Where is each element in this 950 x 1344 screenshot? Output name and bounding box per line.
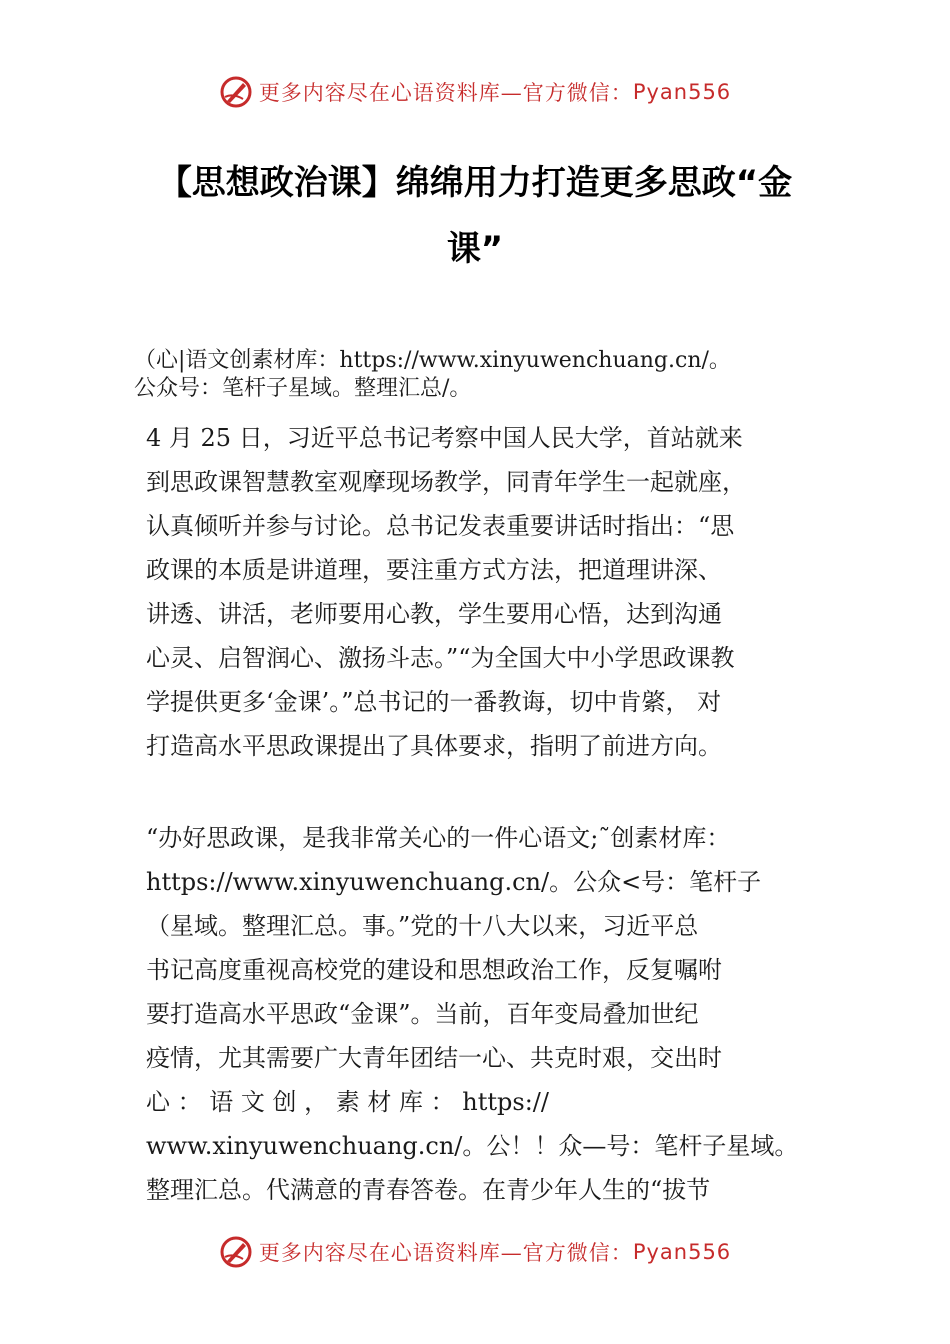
text-line: 书记高度重视高校党的建设和思想政治工作，反复嘱咐 [146, 956, 722, 984]
text-line: 要打造高水平思政“金课”。当前，百年变局叠加世纪 [146, 1000, 699, 1028]
banner-text: 更多内容尽在心语资料库—官方微信： [258, 81, 633, 105]
quill-pen-logo-icon [219, 1235, 253, 1269]
text-line: 整理汇总。代满意的青春答卷。在青少年人生的“拔节 [146, 1176, 711, 1204]
quill-pen-logo-icon [219, 75, 253, 109]
text-line: 疫情，尤其需要广大青年团结一心、共克时艰，交出时 [146, 1044, 722, 1072]
text-line: 认真倾听并参与讨论。总书记发表重要讲话时指出：“思 [146, 512, 735, 540]
document-title [120, 150, 830, 282]
text-line: https://www.xinyuwenchuang.cn/。公众<号：笔杆子 [146, 868, 762, 896]
banner-wechat-id: Pyan556 [632, 1240, 732, 1264]
text-line: 心灵、启智润心、激扬斗志。”“为全国大中小学思政课教 [146, 644, 735, 672]
title-line-1: 【思想政治课】绵绵用力打造更多思政“金 [157, 163, 793, 203]
text-line: 讲透、讲活，老师要用心教，学生要用心悟，达到沟通 [146, 600, 722, 628]
text-line: 政课的本质是讲道理，要注重方式方法，把道理讲深、 [146, 556, 722, 584]
source-line-1: （心|语文创素材库：https://www.xinyuwenchuang.cn/。 [134, 348, 731, 373]
text-line: 4 月 25 日，习近平总书记考察中国人民大学，首站就来 [146, 424, 743, 452]
text-line: （星域。整理汇总。事。”党的十八大以来，习近平总 [146, 912, 699, 940]
text-line: 学提供更多‘金课’。”总书记的一番教诲，切中肯綮， 对 [146, 688, 722, 716]
banner-wechat-id: Pyan556 [632, 80, 732, 104]
title-line-2: 课” [446, 229, 504, 269]
text-line: 心 ： 语 文 创 ， 素 材 库 ： https:// [146, 1088, 549, 1116]
banner-text: 更多内容尽在心语资料库—官方微信： [258, 1241, 633, 1265]
text-line: 打造高水平思政课提出了具体要求，指明了前进方向。 [146, 732, 722, 760]
text-line: 到思政课智慧教室观摩现场教学，同青年学生一起就座， [146, 468, 746, 496]
footer-banner [0, 1232, 950, 1272]
source-note [134, 347, 834, 403]
text-line: “办好思政课，是我非常关心的一件心语文;˜创素材库： [146, 824, 731, 852]
source-line-2: 公众号：笔杆子星域。整理汇总/。 [134, 376, 472, 401]
header-banner [0, 72, 950, 112]
text-line: www.xinyuwenchuang.cn/。公！！众—号：笔杆子星域。 [146, 1132, 799, 1160]
